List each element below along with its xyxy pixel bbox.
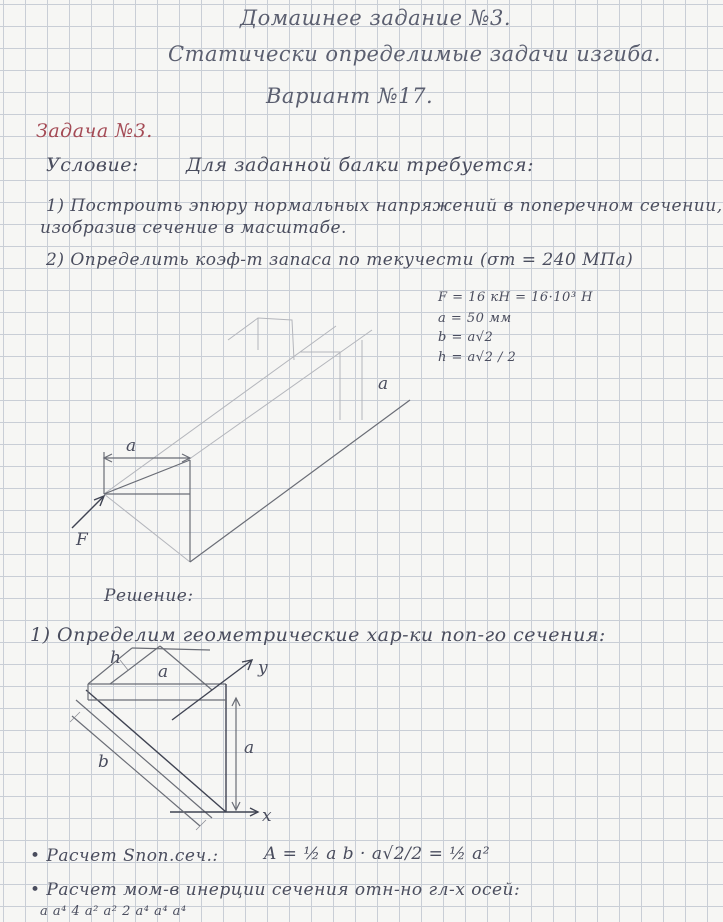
sketch2-label-a-side: a [244, 738, 255, 758]
given-a: a = 50 мм [438, 311, 512, 326]
condition-label: Условие: [46, 154, 139, 176]
sketch2-label-y: y [258, 658, 269, 678]
task-item-1-line-1: 1) Построить эпюру нормальных напряжений в поперечном сечении, [46, 196, 723, 216]
given-b: b = a√2 [438, 330, 494, 345]
sketch1-label-F: F [76, 530, 89, 550]
area-label: • Расчет Sпоп.сеч.: [30, 846, 219, 866]
variant-label: Вариант №17. [266, 84, 434, 108]
task-item-2: 2) Определить коэф-т запаса по текучести (σт = 240 МПа) [46, 250, 634, 270]
inertia-label: • Расчет мом-в инерции сечения отн-но гл-х осей: [30, 880, 521, 900]
page-title: Домашнее задание №3. [240, 6, 512, 30]
given-h: h = a√2 / 2 [438, 350, 517, 365]
sketch2-label-a-top: a [158, 662, 169, 682]
beam-sketch [72, 318, 410, 562]
sketch2-label-h: h [110, 648, 122, 668]
sketch1-label-a-top: a [126, 436, 137, 456]
condition-text: Для заданной балки требуется: [186, 154, 535, 176]
sketch2-label-b: b [98, 752, 110, 772]
solution-step-1: 1) Определим геометрические хар-ки поп-го сечения: [30, 624, 606, 646]
task-item-1-line-2: изобразив сечение в масштабе. [40, 218, 347, 238]
given-F: F = 16 кН = 16·10³ Н [438, 290, 594, 305]
solution-label: Решение: [104, 586, 194, 606]
task-heading: Задача №3. [36, 120, 153, 142]
page-subtitle: Статически определимые задачи изгиба. [168, 42, 661, 66]
inertia-partial-formula: a a⁴ 4 a² a² 2 a⁴ a⁴ a⁴ [40, 904, 187, 919]
sketch1-label-a-side: a [378, 374, 389, 394]
area-formula: A = ½ a b · a√2/2 = ½ a² [264, 844, 491, 864]
sketch2-label-x: x [262, 806, 273, 826]
